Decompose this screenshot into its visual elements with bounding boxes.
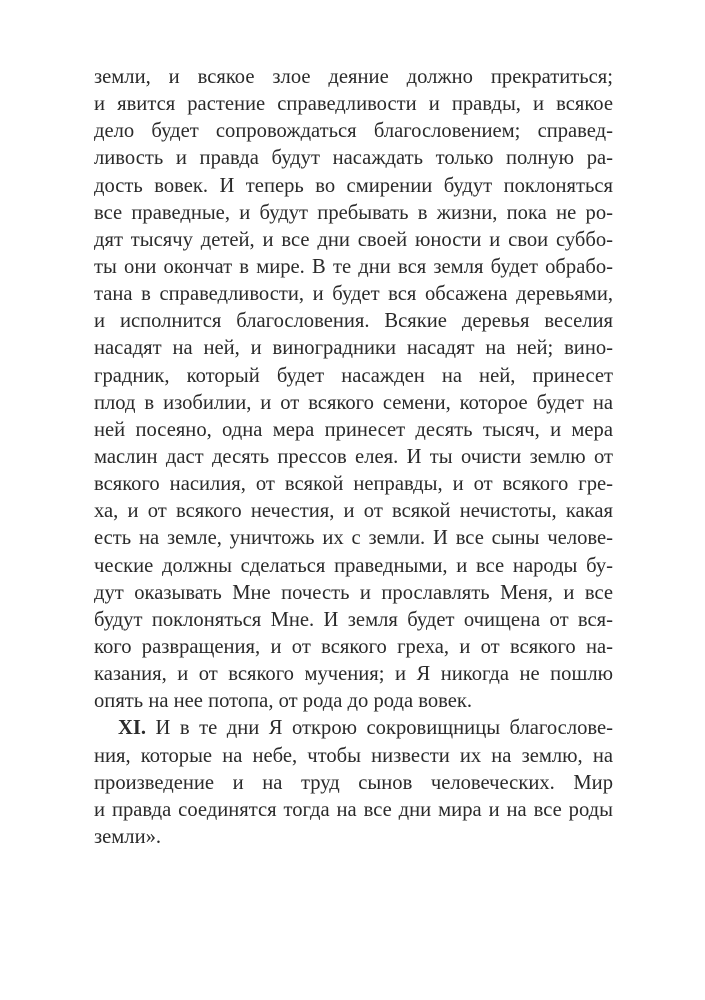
text-line: ней посеяно, одна мера принесет десять тысяч, и мера <box>94 418 613 441</box>
text-line: ливость и правда будут насаждать только полную ра- <box>94 147 613 170</box>
text-line: кого развращения, и от всякого греха, и от всякого на- <box>94 635 613 658</box>
text-line: опять на нее потопа, от рода до рода вовек. <box>94 690 473 713</box>
text-line: все праведные, и будут пребывать в жизни, пока не ро- <box>94 201 613 224</box>
text-line: будут поклоняться Мне. И земля будет очищена от вся- <box>94 608 613 631</box>
text-line: казания, и от всякого мучения; и Я никогда не пошлю <box>94 663 613 686</box>
section-xi <box>94 715 613 851</box>
text-line: ха, и от всякого нечестия, и от всякой нечистоты, какая <box>94 500 613 523</box>
text-line: земли». <box>94 825 162 848</box>
section-first-line-text: И в те дни Я открою сокровищницы благослове- <box>146 717 613 740</box>
text-line: дость вовек. И теперь во смирении будут поклоняться <box>94 174 613 197</box>
text-line: и явится растение справедливости и правды, и всякое <box>94 93 613 116</box>
text-line: дут оказывать Мне почесть и прославлять Меня, и все <box>94 581 613 604</box>
text-line: земли, и всякое злое деяние должно прекратиться; <box>94 66 613 88</box>
book-page <box>94 64 613 851</box>
text-line: есть на земле, уничтожь их с земли. И все сыны челове- <box>94 527 613 550</box>
text-line: произведение и на труд сынов человеческих. Мир <box>94 771 613 794</box>
text-line: тана в справедливости, и будет вся обсажена деревьями, <box>94 283 613 306</box>
text-line: всякого насилия, от всякой неправды, и от всякого гре- <box>94 473 613 496</box>
paragraph-1 <box>94 64 613 715</box>
text-line: дят тысячу детей, и все дни своей юности и свои суббо- <box>94 228 613 251</box>
text-line: насадят на ней, и виноградники насадят на ней; вино- <box>94 337 613 360</box>
text-line: маслин даст десять прессов елея. И ты очисти землю от <box>94 445 613 468</box>
section-number: XI. <box>118 717 147 740</box>
text-line: плод в изобилии, и от всякого семени, которое будет на <box>94 391 613 414</box>
text-line: ческие должны сделаться праведными, и все народы бу- <box>94 554 613 577</box>
text-line: ния, которые на небе, чтобы низвести их на землю, на <box>94 744 613 767</box>
text-line: дело будет сопровождаться благословением; справед- <box>94 120 613 143</box>
section-first-line <box>94 715 613 742</box>
text-line: ты они окончат в мире. В те дни вся земля будет обрабо- <box>94 255 613 278</box>
text-line: градник, который будет насажден на ней, принесет <box>94 364 613 387</box>
text-line: и правда соединятся тогда на все дни мира и на все роды <box>94 798 613 821</box>
text-line: и исполнится благословения. Всякие деревья веселия <box>94 310 613 333</box>
